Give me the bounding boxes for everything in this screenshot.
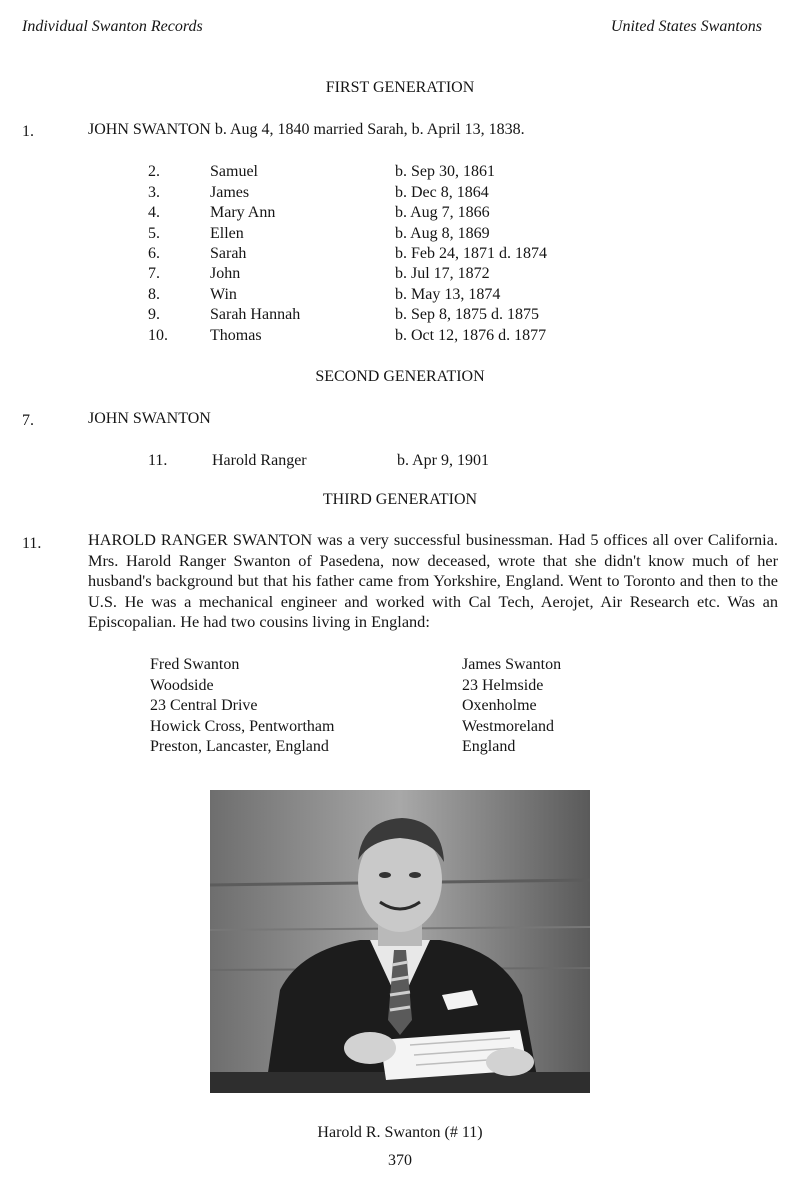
child-name: Win <box>210 286 237 303</box>
third-generation-heading: THIRD GENERATION <box>322 491 478 508</box>
entry-number: 11. <box>22 535 42 552</box>
child-name: Sarah Hannah <box>210 306 301 323</box>
child-row <box>0 204 800 224</box>
child-number: 4. <box>148 204 160 221</box>
entry-text: JOHN SWANTON b. Aug 4, 1840 married Sarah, b. April 13, 1838. <box>88 121 525 138</box>
entry-number: 7. <box>22 412 34 429</box>
child-row <box>0 327 800 347</box>
cousin-address-2 <box>462 655 561 758</box>
child-name: Ellen <box>210 225 244 242</box>
address-line: 23 Helmside <box>462 676 544 694</box>
child-dates: b. Jul 17, 1872 <box>395 265 490 282</box>
address-line: Oxenholme <box>462 697 537 714</box>
entry-number: 1. <box>22 123 34 140</box>
child-dates: b. May 13, 1874 <box>395 286 501 303</box>
child-number: 3. <box>148 184 160 201</box>
child-dates: b. Apr 9, 1901 <box>397 452 489 469</box>
address-line: Woodside <box>150 676 214 694</box>
child-number: 11. <box>148 452 168 469</box>
child-dates: b. Sep 30, 1861 <box>395 163 495 180</box>
child-dates: b. Dec 8, 1864 <box>395 184 489 201</box>
child-number: 10. <box>148 327 168 344</box>
running-header-right: United States Swantons <box>610 18 762 35</box>
address-line: James Swanton <box>462 656 562 673</box>
address-line: Westmoreland <box>462 717 555 735</box>
child-name: Thomas <box>210 327 262 344</box>
address-line: Howick Cross, Pentwortham <box>150 717 335 735</box>
address-line: 23 Central Drive <box>150 697 258 714</box>
child-name: Mary Ann <box>210 204 276 221</box>
child-dates: b. Sep 8, 1875 d. 1875 <box>395 306 539 323</box>
child-row <box>0 265 800 285</box>
child-row <box>0 184 800 204</box>
child-name: John <box>210 265 241 282</box>
child-row <box>0 163 800 183</box>
address-line: Preston, Lancaster, England <box>150 738 329 755</box>
running-header-left: Individual Swanton Records <box>22 18 203 35</box>
child-name: Harold Ranger <box>212 452 307 469</box>
child-number: 5. <box>148 225 160 242</box>
photo-caption: Harold R. Swanton (# 11) <box>317 1124 483 1141</box>
biography-paragraph: HAROLD RANGER SWANTON was a very successful businessman. Had 5 offices all over California. Mrs. Harold Ranger Swanton of Pasedena, now deceased, wrote that she didn't know much of her husband's background but that his father came from Yorkshire, England. Went to Toronto and then to the U.S. He was a mechanical engineer and worked with Cal Tech, Aerojet, Air Research etc. Was an Episcopalian. He had two cousins living in England: <box>88 530 778 631</box>
child-row <box>0 306 800 326</box>
portrait-photo <box>210 790 590 1093</box>
second-generation-heading: SECOND GENERATION <box>315 368 485 385</box>
child-number: 6. <box>148 245 160 262</box>
child-row <box>0 286 800 306</box>
child-name: Samuel <box>210 163 258 180</box>
address-line: England <box>462 738 516 755</box>
page-number: 370 <box>388 1152 412 1169</box>
child-dates: b. Oct 12, 1876 d. 1877 <box>395 327 547 344</box>
child-number: 8. <box>148 286 160 303</box>
child-name: Sarah <box>210 245 247 262</box>
child-dates: b. Aug 8, 1869 <box>395 225 490 242</box>
child-dates: b. Feb 24, 1871 d. 1874 <box>395 245 547 262</box>
child-number: 2. <box>148 163 160 180</box>
child-name: James <box>210 184 250 201</box>
child-row <box>0 245 800 265</box>
child-number: 9. <box>148 306 160 323</box>
cousin-address-1 <box>150 655 334 758</box>
first-generation-heading: FIRST GENERATION <box>325 79 475 96</box>
child-dates: b. Aug 7, 1866 <box>395 204 490 221</box>
address-line: Fred Swanton <box>150 656 240 673</box>
child-number: 7. <box>148 265 160 282</box>
entry-text: JOHN SWANTON <box>88 410 211 427</box>
child-row <box>0 225 800 245</box>
child-row <box>0 452 800 472</box>
